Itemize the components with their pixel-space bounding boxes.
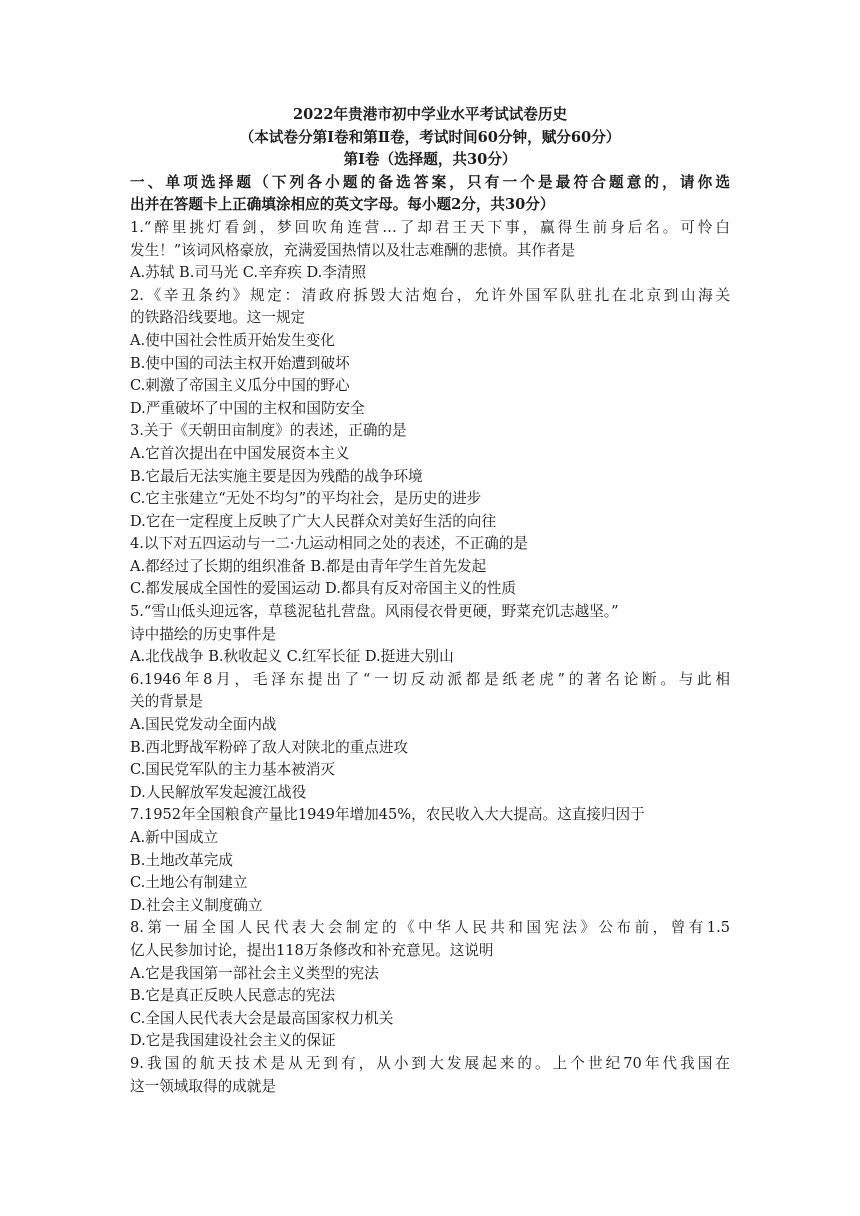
question-stem: 5.“雪山低头迎远客，草毯泥毡扎营盘。风雨侵衣骨更硬，野菜充饥志越坚。” — [130, 603, 619, 621]
option-a: A.新中国成立 — [130, 829, 219, 846]
option-b: B.西北野战军粉碎了敌人对陕北的重点进攻 — [130, 738, 409, 756]
question-stem: 9.我国的航天技术是从无到有，从小到大发展起来的。上个世纪70年代我国在 — [130, 1054, 730, 1072]
question-8 — [130, 917, 730, 1053]
option-a: A.使中国社会性质开始发生变化 — [130, 331, 335, 349]
section-instruction-line2: 出并在答题卡上正确填涂相应的英文字母。每小题2分，共30分） — [130, 196, 555, 214]
question-2 — [130, 285, 730, 421]
exam-title: 2022年贵港市初中学业水平考试试卷历史 — [292, 106, 568, 123]
option-a: A.它是我国第一部社会主义类型的宪法 — [130, 964, 379, 982]
question-stem: 发生！”该词风格豪放，充满爱国热情以及壮志难酬的悲愤。其作者是 — [130, 241, 576, 259]
question-options: A.苏轼 B.司马光 C.辛弃疾 D.李清照 — [130, 264, 367, 282]
option-c: C.国民党军队的主力基本被消灭 — [130, 761, 336, 779]
question-stem: 4.以下对五四运动与一二·九运动相同之处的表述，不正确的是 — [130, 535, 529, 553]
options-cd: C.都发展成全国性的爱国运动 D.都具有反对帝国主义的性质 — [130, 580, 516, 598]
question-stem: 2.《辛丑条约》规定：清政府拆毁大沽炮台，允许外国军队驻扎在北京到山海关 — [130, 286, 730, 304]
question-stem: 3.关于《天朝田亩制度》的表述，正确的是 — [130, 422, 407, 440]
question-4 — [130, 533, 730, 601]
exam-page — [130, 104, 730, 1098]
option-d: D.它是我国建设社会主义的保证 — [130, 1032, 336, 1050]
question-7 — [130, 804, 730, 917]
part-heading: 第Ⅰ卷（选择题，共30分） — [343, 151, 517, 169]
question-stem: 8.第一届全国人民代表大会制定的《中华人民共和国宪法》公布前，曾有1.5 — [130, 919, 730, 937]
question-stem: 关的背景是 — [130, 693, 203, 711]
question-5 — [130, 601, 730, 669]
option-a: A.它首次提出在中国发展资本主义 — [130, 444, 350, 462]
option-c: C.土地公有制建立 — [130, 874, 248, 892]
option-d: D.人民解放军发起渡江战役 — [130, 783, 307, 801]
option-a: A.国民党发动全面内战 — [130, 716, 277, 734]
option-d: D.社会主义制度确立 — [130, 896, 263, 914]
option-c: C.全国人民代表大会是最高国家权力机关 — [130, 1009, 394, 1027]
question-1 — [130, 217, 730, 285]
question-stem: 6.1946年8月，毛泽东提出了“一切反动派都是纸老虎”的著名论断。与此相 — [130, 670, 730, 688]
question-stem: 亿人民参加讨论，提出118万条修改和补充意见。这说明 — [130, 941, 494, 959]
question-options: A.北伐战争 B.秋收起义 C.红军长征 D.挺进大别山 — [130, 648, 454, 666]
option-b: B.它是真正反映人民意志的宪法 — [130, 987, 336, 1005]
exam-subtitle: （本试卷分第Ⅰ卷和第Ⅱ卷，考试时间60分钟，赋分60分） — [239, 128, 621, 146]
question-3 — [130, 420, 730, 533]
option-c: C.它主张建立“无处不均匀”的平均社会，是历史的进步 — [130, 490, 482, 508]
question-stem: 诗中描绘的历史事件是 — [130, 625, 276, 643]
option-b: B.使中国的司法主权开始遭到破坏 — [130, 354, 350, 372]
question-6 — [130, 669, 730, 805]
section-instruction-line1: 一、单项选择题（下列各小题的备选答案，只有一个是最符合题意的，请你选 — [130, 173, 730, 191]
option-c: C.刺激了帝国主义瓜分中国的野心 — [130, 377, 350, 395]
option-b: B.它最后无法实施主要是因为残酷的战争环境 — [130, 467, 423, 485]
option-d: D.它在一定程度上反映了广大人民群众对美好生活的向往 — [130, 512, 497, 530]
question-9 — [130, 1053, 730, 1098]
question-stem: 7.1952年全国粮食产量比1949年增加45%，农民收入大大提高。这直接归因于 — [130, 806, 645, 824]
question-stem: 的铁路沿线要地。这一规定 — [130, 309, 306, 327]
options-ab: A.都经过了长期的组织准备 B.都是由青年学生首先发起 — [130, 557, 487, 575]
option-d: D.严重破坏了中国的主权和国防安全 — [130, 399, 365, 417]
question-stem: 1.“醉里挑灯看剑，梦回吹角连营…了却君王天下事，赢得生前身后名。可怜白 — [130, 218, 730, 236]
question-stem: 这一领域取得的成就是 — [130, 1077, 276, 1095]
option-b: B.土地改革完成 — [130, 851, 233, 869]
